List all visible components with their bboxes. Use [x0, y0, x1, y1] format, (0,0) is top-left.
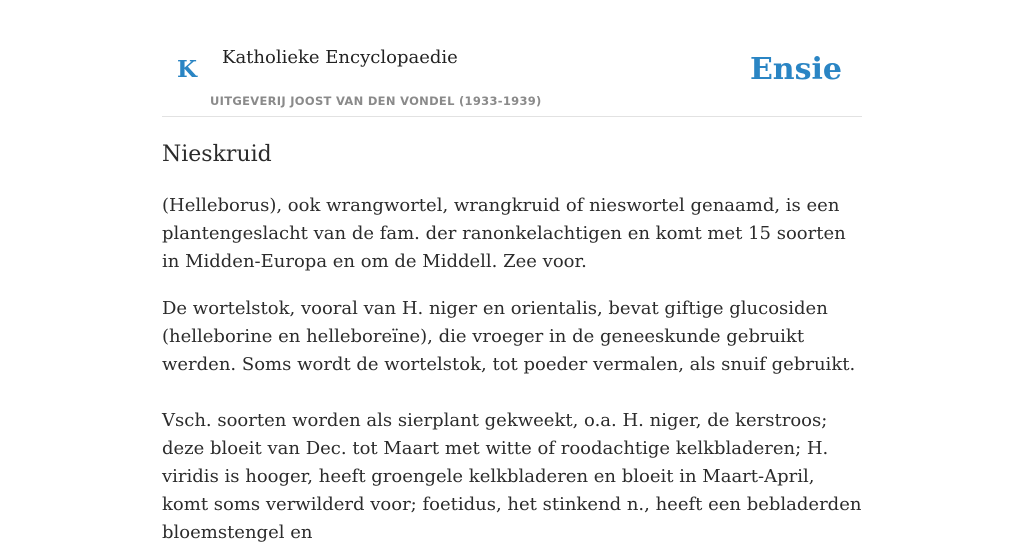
publisher-subtitle: UITGEVERIJ JOOST VAN DEN VONDEL (1933-1939)	[210, 94, 542, 108]
site-header	[162, 0, 862, 117]
article-paragraph: De wortelstok, vooral van H. niger en orientalis, bevat giftige glucosiden (helleborine en helleboreïne), die vroeger in de geneeskunde gebruikt werden. Soms wordt de wortelstok, tot poeder vermalen, als snuif gebruikt.	[162, 298, 856, 375]
ensie-brand-link[interactable]: Ensie	[749, 52, 842, 87]
site-title[interactable]: Katholieke Encyclopaedie	[222, 47, 458, 68]
site-logo[interactable]: K	[177, 56, 197, 83]
article-title: Nieskruid	[162, 142, 272, 167]
article-paragraph: Vsch. soorten worden als sierplant gekweekt, o.a. H. niger, de kerstroos; deze bloeit van Dec. tot Maart met witte of roodachtige kelkbladeren; H. viridis is hooger, heeft groengele kelkbladeren en bloeit in Maart-April, komt soms verwilderd voor; foetidus, het stinkend n., heeft een bebladerden bloemstengel en	[162, 410, 862, 543]
article-paragraph: (Helleborus), ook wrangwortel, wrangkruid of nieswortel genaamd, is een plantengeslacht van de fam. der ranonkelachtigen en komt met 15 soorten in Midden-Europa en om de Middell. Zee voor.	[162, 195, 846, 272]
